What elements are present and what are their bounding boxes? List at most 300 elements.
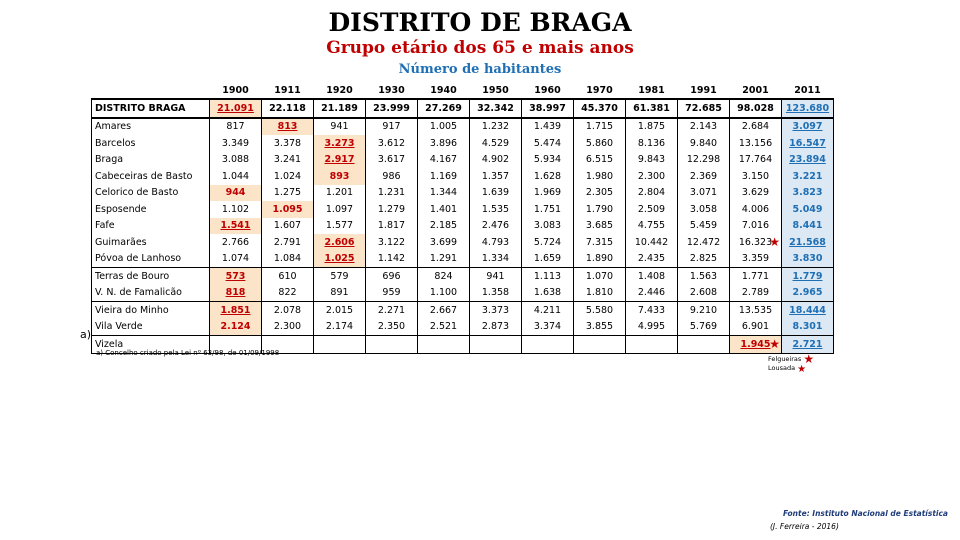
value-cell <box>418 234 470 251</box>
value-text: 8.441 <box>792 220 823 232</box>
value-text: 1.291 <box>429 253 458 265</box>
year-header: 1900 <box>222 84 249 96</box>
value-cell <box>366 251 418 268</box>
value-cell <box>522 285 574 302</box>
value-text: 2.143 <box>689 121 718 133</box>
vizela-row-mark: a) <box>80 328 92 341</box>
corner-cell <box>92 82 210 99</box>
value-cell <box>730 302 782 319</box>
value-cell <box>782 336 834 354</box>
value-cell <box>210 319 262 336</box>
value-text: 3.685 <box>585 220 614 232</box>
value-text: 3.150 <box>741 170 770 182</box>
value-cell <box>314 135 366 152</box>
value-text: 2.721 <box>792 338 823 350</box>
value-cell <box>730 201 782 218</box>
value-text: 17.764 <box>738 154 773 166</box>
value-cell <box>678 185 730 202</box>
star-icon: ★ <box>769 235 780 249</box>
value-text: 986 <box>382 170 401 182</box>
municipality-name: Amares <box>92 118 210 136</box>
value-text: 1.074 <box>221 253 250 265</box>
value-cell <box>678 336 730 354</box>
table-row <box>92 302 834 319</box>
value-text: 6.515 <box>585 154 614 166</box>
value-cell <box>574 168 626 185</box>
value-text: 3.378 <box>273 137 302 149</box>
value-cell <box>782 218 834 235</box>
value-text: 3.071 <box>689 187 718 199</box>
year-header: 1920 <box>326 84 353 96</box>
value-text: 1.945 <box>740 338 771 350</box>
value-text: 3.699 <box>429 236 458 248</box>
value-text: 2.509 <box>637 203 666 215</box>
value-cell <box>730 251 782 268</box>
value-cell <box>626 135 678 152</box>
value-cell <box>366 319 418 336</box>
year-header: 2011 <box>794 84 821 96</box>
value-text: 1.969 <box>533 187 562 199</box>
value-cell <box>574 319 626 336</box>
value-text: 4.902 <box>481 154 510 166</box>
value-text: 3.221 <box>792 170 823 182</box>
value-cell <box>314 336 366 354</box>
value-cell <box>574 118 626 136</box>
value-cell <box>470 201 522 218</box>
value-text: 5.724 <box>533 236 562 248</box>
value-cell <box>262 99 314 118</box>
value-cell <box>678 218 730 235</box>
value-cell <box>210 168 262 185</box>
value-text: 2.124 <box>220 321 251 333</box>
table-row <box>92 185 834 202</box>
value-cell <box>782 168 834 185</box>
value-text: 61.381 <box>633 102 670 114</box>
footnote: a) Concelho criado pela Lei nº 63/98, de 01/09/1998 <box>96 349 280 357</box>
value-text: 3.359 <box>741 253 770 265</box>
value-cell <box>210 135 262 152</box>
value-cell <box>626 218 678 235</box>
value-cell <box>470 268 522 285</box>
value-cell <box>366 234 418 251</box>
value-text: 2.271 <box>377 304 406 316</box>
municipality-name: Guimarães <box>92 234 210 251</box>
value-text: 2.684 <box>741 121 770 133</box>
value-cell <box>470 185 522 202</box>
value-cell <box>366 201 418 218</box>
value-cell <box>262 168 314 185</box>
value-text: 573 <box>225 270 246 282</box>
value-cell <box>262 234 314 251</box>
value-text: 1.715 <box>585 121 614 133</box>
value-text: 5.474 <box>533 137 562 149</box>
value-cell <box>522 319 574 336</box>
municipality-name: Póvoa de Lanhoso <box>92 251 210 268</box>
value-cell <box>782 302 834 319</box>
page-title: DISTRITO DE BRAGA <box>328 8 632 37</box>
value-cell <box>678 302 730 319</box>
value-cell <box>210 218 262 235</box>
value-text: 2.917 <box>324 154 355 166</box>
value-cell <box>730 319 782 336</box>
legend-lousada <box>768 364 806 375</box>
value-text: 98.028 <box>737 102 774 114</box>
value-text: 21.568 <box>789 236 826 248</box>
value-text: 1.232 <box>481 121 510 133</box>
value-cell <box>210 251 262 268</box>
value-cell <box>314 201 366 218</box>
value-cell <box>522 336 574 354</box>
value-text: 5.580 <box>585 304 614 316</box>
value-cell <box>782 319 834 336</box>
municipality-name: Vila Verde <box>92 319 210 336</box>
value-text: 1.439 <box>533 121 562 133</box>
value-cell <box>262 185 314 202</box>
value-text: 1.563 <box>689 270 718 282</box>
value-text: 1.659 <box>533 253 562 265</box>
value-cell <box>574 185 626 202</box>
value-text: 72.685 <box>685 102 722 114</box>
value-cell <box>522 118 574 136</box>
value-cell <box>366 135 418 152</box>
value-cell <box>782 234 834 251</box>
value-cell <box>210 185 262 202</box>
value-cell <box>262 218 314 235</box>
value-cell <box>262 319 314 336</box>
value-text: 1.358 <box>481 287 510 299</box>
value-text: 1.577 <box>325 220 354 232</box>
value-text: 16.547 <box>789 137 826 149</box>
value-text: 12.298 <box>686 154 721 166</box>
value-cell <box>366 118 418 136</box>
star-outline-icon: ★ <box>797 364 807 375</box>
value-cell <box>470 218 522 235</box>
table-row <box>92 234 834 251</box>
value-cell <box>626 201 678 218</box>
value-text: 1.275 <box>273 187 302 199</box>
value-text: 813 <box>277 121 298 133</box>
value-text: 3.373 <box>481 304 510 316</box>
value-cell <box>574 99 626 118</box>
value-cell <box>210 99 262 118</box>
value-cell <box>678 268 730 285</box>
value-text: 23.894 <box>789 154 826 166</box>
value-cell <box>730 118 782 136</box>
value-text: 3.097 <box>792 121 823 133</box>
value-cell <box>366 218 418 235</box>
table-body <box>92 99 834 353</box>
value-cell <box>730 218 782 235</box>
value-text: 3.241 <box>273 154 302 166</box>
table-row <box>92 285 834 302</box>
value-text: 27.269 <box>425 102 462 114</box>
value-cell <box>522 302 574 319</box>
value-text: 1.408 <box>637 270 666 282</box>
value-text: 1.097 <box>325 203 354 215</box>
municipality-name: DISTRITO BRAGA <box>92 99 210 118</box>
value-text: 1.044 <box>221 170 250 182</box>
value-text: 13.535 <box>738 304 773 316</box>
value-cell <box>522 135 574 152</box>
value-text: 9.210 <box>689 304 718 316</box>
value-text: 5.459 <box>689 220 718 232</box>
value-text: 2.825 <box>689 253 718 265</box>
value-cell <box>574 336 626 354</box>
value-text: 4.995 <box>637 321 666 333</box>
value-cell <box>730 185 782 202</box>
value-cell <box>626 152 678 169</box>
value-text: 2.185 <box>429 220 458 232</box>
municipality-name: Fafe <box>92 218 210 235</box>
value-text: 21.091 <box>217 102 254 114</box>
value-text: 1.100 <box>429 287 458 299</box>
value-cell <box>262 302 314 319</box>
value-text: 1.541 <box>220 220 251 232</box>
value-text: 1.084 <box>273 253 302 265</box>
year-header: 1981 <box>638 84 665 96</box>
municipality-name: Cabeceiras de Basto <box>92 168 210 185</box>
value-cell <box>782 285 834 302</box>
year-header: 1960 <box>534 84 561 96</box>
value-text: 1.231 <box>377 187 406 199</box>
value-text: 3.058 <box>689 203 718 215</box>
value-cell <box>678 99 730 118</box>
value-cell <box>626 319 678 336</box>
value-text: 16.323 <box>738 236 773 248</box>
value-text: 123.680 <box>785 102 830 114</box>
value-cell <box>366 285 418 302</box>
value-text: 1.535 <box>481 203 510 215</box>
table-row <box>92 201 834 218</box>
value-cell <box>418 152 470 169</box>
value-text: 1.980 <box>585 170 614 182</box>
value-text: 1.638 <box>533 287 562 299</box>
value-cell <box>418 118 470 136</box>
value-text: 1.771 <box>741 270 770 282</box>
value-cell <box>782 118 834 136</box>
value-text: 891 <box>330 287 349 299</box>
value-cell <box>366 168 418 185</box>
value-text: 1.607 <box>273 220 302 232</box>
value-text: 3.830 <box>792 253 823 265</box>
value-cell <box>210 201 262 218</box>
value-text: 1.095 <box>272 203 303 215</box>
value-text: 1.817 <box>377 220 406 232</box>
table-row <box>92 251 834 268</box>
year-header: 1911 <box>274 84 301 96</box>
value-text: 21.189 <box>321 102 358 114</box>
value-text: 8.301 <box>792 321 823 333</box>
value-cell <box>470 251 522 268</box>
value-cell <box>366 99 418 118</box>
value-cell <box>210 285 262 302</box>
value-text: 1.875 <box>637 121 666 133</box>
value-text: 1.005 <box>429 121 458 133</box>
value-text: 3.349 <box>221 137 250 149</box>
year-header: 1930 <box>378 84 405 96</box>
value-cell <box>730 234 782 251</box>
value-text: 1.334 <box>481 253 510 265</box>
year-header: 1970 <box>586 84 613 96</box>
value-cell <box>782 135 834 152</box>
value-text: 4.755 <box>637 220 666 232</box>
value-text: 893 <box>329 170 350 182</box>
value-cell <box>366 152 418 169</box>
value-cell <box>626 99 678 118</box>
value-text: 2.521 <box>429 321 458 333</box>
value-cell <box>522 168 574 185</box>
municipality-name: V. N. de Famalicão <box>92 285 210 302</box>
value-text: 1.790 <box>585 203 614 215</box>
value-cell <box>522 218 574 235</box>
value-cell <box>418 201 470 218</box>
value-cell <box>678 118 730 136</box>
value-text: 579 <box>330 270 349 282</box>
value-cell <box>210 152 262 169</box>
value-text: 2.789 <box>741 287 770 299</box>
value-text: 610 <box>278 270 297 282</box>
value-cell <box>470 135 522 152</box>
value-cell <box>418 218 470 235</box>
value-cell <box>730 336 782 354</box>
municipality-name: Braga <box>92 152 210 169</box>
value-text: 1.401 <box>429 203 458 215</box>
value-text: 4.529 <box>481 137 510 149</box>
value-cell <box>470 152 522 169</box>
value-cell <box>210 268 262 285</box>
value-text: 3.823 <box>792 187 823 199</box>
value-text: 2.476 <box>481 220 510 232</box>
value-text: 824 <box>434 270 453 282</box>
value-text: 1.102 <box>221 203 250 215</box>
value-cell <box>314 285 366 302</box>
value-text: 5.049 <box>792 203 823 215</box>
value-text: 3.374 <box>533 321 562 333</box>
value-text: 1.169 <box>429 170 458 182</box>
value-cell <box>366 302 418 319</box>
value-text: 2.435 <box>637 253 666 265</box>
municipality-name: Terras de Bouro <box>92 268 210 285</box>
page-subtitle: Grupo etário dos 65 e mais anos <box>326 38 634 58</box>
municipality-name: Vizela <box>92 336 210 354</box>
value-cell <box>314 99 366 118</box>
value-cell <box>730 135 782 152</box>
value-cell <box>678 319 730 336</box>
table-row <box>92 268 834 285</box>
value-cell <box>366 336 418 354</box>
population-table <box>91 82 834 354</box>
value-text: 3.629 <box>741 187 770 199</box>
value-text: 3.122 <box>377 236 406 248</box>
value-cell <box>418 168 470 185</box>
value-cell <box>314 152 366 169</box>
legend-label-felgueiras: Felgueiras <box>768 355 802 363</box>
value-cell <box>522 251 574 268</box>
value-text: 1.025 <box>324 253 355 265</box>
table-row <box>92 99 834 118</box>
value-cell <box>314 251 366 268</box>
value-text: 1.810 <box>585 287 614 299</box>
value-text: 2.606 <box>324 236 355 248</box>
value-text: 2.667 <box>429 304 458 316</box>
value-cell <box>418 135 470 152</box>
value-text: 32.342 <box>477 102 514 114</box>
value-text: 959 <box>382 287 401 299</box>
value-cell <box>782 152 834 169</box>
value-text: 917 <box>382 121 401 133</box>
source-credit: Fonte: Instituto Nacional de Estatística <box>782 509 948 518</box>
value-text: 2.174 <box>325 321 354 333</box>
value-cell <box>470 118 522 136</box>
value-cell <box>418 285 470 302</box>
value-text: 22.118 <box>269 102 306 114</box>
value-text: 2.873 <box>481 321 510 333</box>
star-icon: ★ <box>769 337 780 351</box>
value-cell <box>262 201 314 218</box>
municipality-name: Esposende <box>92 201 210 218</box>
value-text: 23.999 <box>373 102 410 114</box>
value-text: 7.016 <box>741 220 770 232</box>
value-text: 1.113 <box>533 270 562 282</box>
legend-label-lousada: Lousada <box>768 364 796 372</box>
value-text: 9.843 <box>637 154 666 166</box>
value-cell <box>522 152 574 169</box>
value-cell <box>522 99 574 118</box>
value-cell <box>678 168 730 185</box>
value-text: 2.350 <box>377 321 406 333</box>
value-cell <box>626 234 678 251</box>
table-row <box>92 218 834 235</box>
value-cell <box>470 99 522 118</box>
value-cell <box>574 251 626 268</box>
value-cell <box>626 185 678 202</box>
table-row <box>92 319 834 336</box>
value-cell <box>418 336 470 354</box>
value-cell <box>522 234 574 251</box>
value-text: 1.357 <box>481 170 510 182</box>
year-header: 2001 <box>742 84 769 96</box>
value-text: 5.860 <box>585 137 614 149</box>
value-cell <box>626 168 678 185</box>
value-cell <box>730 285 782 302</box>
value-cell <box>626 268 678 285</box>
value-cell <box>782 201 834 218</box>
table-row <box>92 152 834 169</box>
value-cell <box>626 302 678 319</box>
value-cell <box>574 152 626 169</box>
value-text: 6.901 <box>741 321 770 333</box>
value-cell <box>262 135 314 152</box>
value-cell <box>262 251 314 268</box>
value-cell <box>418 319 470 336</box>
value-text: 3.083 <box>533 220 562 232</box>
value-text: 2.015 <box>325 304 354 316</box>
value-cell <box>262 285 314 302</box>
year-header: 1950 <box>482 84 509 96</box>
value-text: 2.078 <box>273 304 302 316</box>
value-cell <box>626 251 678 268</box>
value-text: 5.934 <box>533 154 562 166</box>
value-cell <box>574 268 626 285</box>
value-cell <box>782 251 834 268</box>
value-text: 2.305 <box>585 187 614 199</box>
value-cell <box>210 118 262 136</box>
value-cell <box>366 268 418 285</box>
value-text: 1.201 <box>325 187 354 199</box>
value-text: 822 <box>278 287 297 299</box>
value-text: 2.300 <box>637 170 666 182</box>
value-text: 1.751 <box>533 203 562 215</box>
